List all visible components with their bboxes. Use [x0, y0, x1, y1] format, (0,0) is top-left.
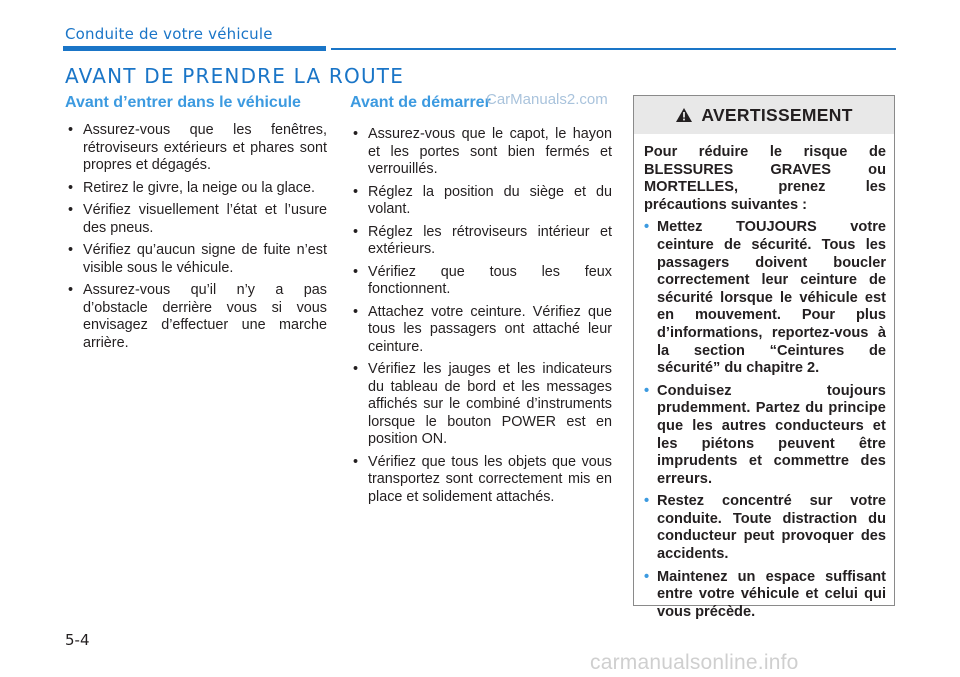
warning-item: • Conduisez toujours prudemment. Partez du principe que les autres conducteurs et les piétons peuvent être imprudents et commettre des erreurs.	[644, 382, 886, 487]
list-item-text: Vérifiez que tous les feux fonctionnent.	[368, 263, 612, 297]
warning-item-text: Mettez TOUJOURS votre ceinture de sécurité. Tous les passagers doivent boucler correctement leur ceinture de sécurité lorsque le véhicule est en mouvement. Pour plus d’informations, reportez-vous à la section “Ceintures de sécurité” du chapitre 2.	[657, 219, 886, 377]
list-item: • Vérifiez que tous les feux fonctionnent.	[353, 263, 612, 297]
list-item: • Réglez les rétroviseurs intérieur et extérieurs.	[353, 223, 612, 257]
list-item-text: Assurez-vous que le capot, le hayon et les portes sont bien fermés et verrouillés.	[368, 126, 612, 177]
warning-item: • Restez concentré sur votre conduite. Toute distraction du conducteur peut provoquer des accidents.	[644, 493, 886, 563]
warning-body	[634, 134, 894, 621]
warning-intro: Pour réduire le risque de BLESSURES GRAVES ou MORTELLES, prenez les précautions suivantes :	[644, 144, 886, 213]
list-item-text: Vérifiez les jauges et les indicateurs du tableau de bord et les messages affichés sur le combiné d’instruments lorsque le bouton POWER est en position ON.	[368, 361, 612, 447]
warning-triangle-icon	[675, 107, 693, 123]
warning-header	[634, 96, 894, 134]
list-item: • Vérifiez que tous les objets que vous transportez sont correctement mis en place et solidement attachés.	[353, 453, 612, 505]
column-heading: Avant d’entrer dans le véhicule	[65, 94, 301, 111]
list-item: • Assurez-vous qu’il n’y a pas d’obstacle derrière vous si vous envisagez d’effectuer une marche arrière.	[68, 282, 327, 351]
warning-list	[644, 219, 886, 621]
list-item-text: Vérifiez qu’aucun signe de fuite n’est visible sous le véhicule.	[83, 242, 327, 276]
warning-item: • Maintenez un espace suffisant entre votre véhicule et celui qui vous précède.	[644, 568, 886, 620]
section-rule-thin	[331, 48, 896, 50]
list-item-text: Retirez le givre, la neige ou la glace.	[83, 179, 315, 196]
list-item: • Attachez votre ceinture. Vérifiez que tous les passagers ont attaché leur ceinture.	[353, 303, 612, 355]
page-number: 5-4	[65, 631, 90, 649]
page-title: AVANT DE PRENDRE LA ROUTE	[65, 64, 405, 88]
checklist	[65, 122, 327, 352]
warning-item-text: Maintenez un espace suffisant entre votre véhicule et celui qui vous précède.	[657, 568, 886, 620]
list-item-text: Vérifiez que tous les objets que vous transportez sont correctement mis en place et solidement attachés.	[368, 453, 612, 505]
column-before-entering	[65, 94, 327, 357]
warning-item-text: Restez concentré sur votre conduite. Toute distraction du conducteur peut provoquer des accidents.	[657, 493, 886, 563]
section-rule-thick	[63, 46, 326, 51]
list-item: • Vérifiez qu’aucun signe de fuite n’est visible sous le véhicule.	[68, 242, 327, 276]
list-item: • Vérifiez visuellement l’état et l’usure des pneus.	[68, 202, 327, 236]
list-item-text: Vérifiez visuellement l’état et l’usure des pneus.	[83, 202, 327, 236]
warning-box	[633, 95, 895, 620]
watermark-top: CarManuals2.com	[486, 91, 608, 108]
column-before-starting	[350, 94, 612, 511]
warning-item-text: Conduisez toujours prudemment. Partez du principe que les autres conducteurs et les piétons peuvent être imprudents et commettre des erreurs.	[657, 382, 886, 487]
list-item-text: Réglez les rétroviseurs intérieur et extérieurs.	[368, 223, 612, 257]
list-item: • Retirez le givre, la neige ou la glace.	[68, 179, 315, 196]
list-item: • Vérifiez les jauges et les indicateurs du tableau de bord et les messages affichés sur le combiné d’instruments lorsque le bouton POWER est en position ON.	[353, 361, 612, 447]
section-title: Conduite de votre véhicule	[65, 25, 273, 43]
column-heading: Avant de démarrer	[350, 94, 491, 111]
warning-item: • Mettez TOUJOURS votre ceinture de sécurité. Tous les passagers doivent boucler correctement leur ceinture de sécurité lorsque le véhicule est en mouvement. Pour plus d’informations, reportez-vous à la section “Ceintures de sécurité” du chapitre 2.	[644, 219, 886, 377]
list-item-text: Assurez-vous que les fenêtres, rétroviseurs extérieurs et phares sont propres et dégagés.	[83, 122, 327, 173]
warning-title: AVERTISSEMENT	[701, 104, 853, 125]
list-item-text: Réglez la position du siège et du volant.	[368, 183, 612, 217]
list-item: • Réglez la position du siège et du volant.	[353, 183, 612, 217]
checklist	[350, 126, 612, 506]
list-item-text: Attachez votre ceinture. Vérifiez que tous les passagers ont attaché leur ceinture.	[368, 303, 612, 355]
list-item: • Assurez-vous que le capot, le hayon et les portes sont bien fermés et verrouillés.	[353, 126, 612, 177]
list-item: • Assurez-vous que les fenêtres, rétroviseurs extérieurs et phares sont propres et dégagés.	[68, 122, 327, 173]
watermark-bottom: carmanualsonline.info	[590, 651, 799, 674]
list-item-text: Assurez-vous qu’il n’y a pas d’obstacle derrière vous si vous envisagez d’effectuer une marche arrière.	[83, 282, 327, 351]
